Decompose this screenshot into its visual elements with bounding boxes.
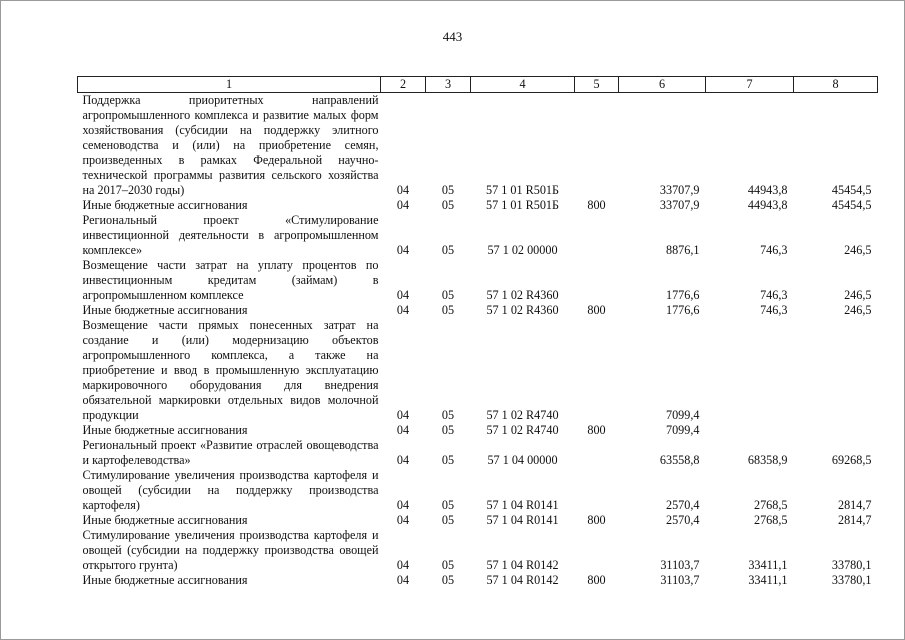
page-number: 443: [442, 29, 463, 44]
row-amount-year2: 44943,8: [747, 198, 788, 212]
row-amount-year1: 2570,4: [665, 498, 700, 512]
col-header: 1: [78, 77, 381, 93]
row-amount-year2: 33411,1: [748, 573, 788, 587]
table-row: [78, 423, 878, 438]
row-amount-year2: 746,3: [760, 303, 788, 317]
row-subsection: 05: [441, 183, 455, 197]
row-amount-year3: 246,5: [844, 288, 872, 302]
table-row: [78, 198, 878, 213]
row-expense-type: [575, 213, 619, 258]
col-header: 2: [381, 77, 426, 93]
row-name: Иные бюджетные ассигнования: [82, 573, 248, 587]
row-amount-year1: 31103,7: [660, 558, 700, 572]
row-amount-year1: 7099,4: [665, 423, 700, 437]
row-amount-year2: 2768,5: [753, 513, 788, 527]
row-amount-year2: 746,3: [760, 288, 788, 302]
row-name: Стимулирование увеличения производства картофеля и овощей (субсидии на поддержку производства овощей открытого грунта): [82, 528, 379, 572]
row-expense-type: 800: [587, 198, 606, 212]
row-subsection: 05: [441, 198, 455, 212]
table-row: [78, 573, 878, 588]
col-header: 5: [575, 77, 619, 93]
row-section: 04: [396, 303, 410, 317]
row-amount-year1: 33707,9: [659, 183, 700, 197]
row-section: 04: [396, 423, 410, 437]
row-section: 04: [396, 573, 410, 587]
row-target-code: 57 1 04 R0141: [486, 498, 559, 512]
row-section: 04: [396, 513, 410, 527]
table-row: [78, 528, 878, 573]
row-amount-year2: 2768,5: [753, 498, 788, 512]
table-row: [78, 213, 878, 258]
row-subsection: 05: [441, 513, 455, 527]
row-section: 04: [396, 288, 410, 302]
row-target-code: 57 1 04 R0141: [486, 513, 559, 527]
row-amount-year2: 746,3: [760, 243, 788, 257]
budget-table: [77, 76, 878, 588]
row-subsection: 05: [441, 303, 455, 317]
table-row: [78, 258, 878, 303]
row-name: Иные бюджетные ассигнования: [82, 513, 248, 527]
row-name: Иные бюджетные ассигнования: [82, 423, 248, 437]
row-expense-type: 800: [587, 423, 606, 437]
row-amount-year1: 31103,7: [660, 573, 700, 587]
row-name: Поддержка приоритетных направлений агропромышленного комплекса и развитие малых форм хозяйствования (субсидии на поддержку элитного семеноводства и (или) на приобретение семян, произведенных в рамках Федеральной научно-технической программы развития сельского хозяйства на 2017–2030 годы): [82, 93, 379, 197]
row-amount-year1: 8876,1: [665, 243, 700, 257]
row-target-code: 57 1 01 R501Б: [485, 198, 560, 212]
row-amount-year2: 68358,9: [747, 453, 788, 467]
row-amount-year1: 1776,6: [665, 303, 700, 317]
row-expense-type: 800: [587, 573, 606, 587]
row-name: Региональный проект «Развитие отраслей овощеводства и картофелеводства»: [82, 438, 379, 467]
row-subsection: 05: [441, 573, 455, 587]
row-target-code: 57 1 01 R501Б: [485, 183, 560, 197]
row-amount-year1: 63558,8: [659, 453, 700, 467]
row-target-code: 57 1 04 R0142: [486, 558, 559, 572]
row-amount-year3: [794, 423, 878, 438]
row-name: Региональный проект «Стимулирование инвестиционной деятельности в агропромышленном комплексе»: [82, 213, 379, 257]
row-expense-type: [575, 438, 619, 468]
row-section: 04: [396, 243, 410, 257]
col-header: 6: [619, 77, 706, 93]
row-target-code: 57 1 02 00000: [487, 243, 558, 257]
row-amount-year3: 45454,5: [831, 183, 872, 197]
row-expense-type: [575, 93, 619, 199]
row-target-code: 57 1 02 R4740: [486, 408, 559, 422]
row-name: Возмещение части затрат на уплату процентов по инвестиционным кредитам (займам) в агропромышленном комплексе: [82, 258, 379, 302]
row-subsection: 05: [441, 558, 455, 572]
row-target-code: 57 1 02 R4360: [486, 303, 559, 317]
row-amount-year3: [794, 318, 878, 423]
col-header: 3: [426, 77, 471, 93]
header-row: [78, 77, 878, 93]
row-amount-year1: 2570,4: [665, 513, 700, 527]
row-subsection: 05: [441, 408, 455, 422]
row-subsection: 05: [441, 423, 455, 437]
row-amount-year1: 1776,6: [665, 288, 700, 302]
row-subsection: 05: [441, 453, 455, 467]
row-section: 04: [396, 498, 410, 512]
row-amount-year2: [706, 318, 794, 423]
row-amount-year3: 246,5: [844, 243, 872, 257]
row-expense-type: [575, 468, 619, 513]
row-expense-type: [575, 318, 619, 423]
row-amount-year3: 45454,5: [831, 198, 872, 212]
row-target-code: 57 1 02 R4360: [486, 288, 559, 302]
row-section: 04: [396, 453, 410, 467]
row-target-code: 57 1 04 R0142: [486, 573, 559, 587]
row-amount-year2: 44943,8: [747, 183, 788, 197]
row-expense-type: 800: [587, 513, 606, 527]
row-amount-year1: 33707,9: [659, 198, 700, 212]
row-section: 04: [396, 558, 410, 572]
row-target-code: 57 1 02 R4740: [486, 423, 559, 437]
table-row: [78, 318, 878, 423]
row-subsection: 05: [441, 243, 455, 257]
row-amount-year3: 2814,7: [837, 498, 872, 512]
col-header: 4: [471, 77, 575, 93]
row-expense-type: [575, 258, 619, 303]
table-row: [78, 93, 878, 199]
row-section: 04: [396, 408, 410, 422]
table-row: [78, 468, 878, 513]
row-name: Стимулирование увеличения производства картофеля и овощей (субсидии на поддержку производства картофеля): [82, 468, 379, 512]
row-amount-year1: 7099,4: [665, 408, 700, 422]
row-amount-year3: 246,5: [844, 303, 872, 317]
row-amount-year2: 33411,1: [748, 558, 788, 572]
row-subsection: 05: [441, 498, 455, 512]
row-target-code: 57 1 04 00000: [487, 453, 558, 467]
row-amount-year3: 33780,1: [831, 573, 872, 587]
row-section: 04: [396, 183, 410, 197]
row-subsection: 05: [441, 288, 455, 302]
row-expense-type: 800: [587, 303, 606, 317]
row-name: Иные бюджетные ассигнования: [82, 198, 248, 212]
col-header: 8: [794, 77, 878, 93]
table-row: [78, 438, 878, 468]
table-row: [78, 303, 878, 318]
row-name: Возмещение части прямых понесенных затрат на создание и (или) модернизацию объектов агропромышленного комплекса, а также на приобретение и ввод в промышленную эксплуатацию маркировочного оборудования для внедрения обязательной маркировки отдельных видов молочной продукции: [82, 318, 379, 422]
row-expense-type: [575, 528, 619, 573]
row-amount-year3: 69268,5: [831, 453, 872, 467]
col-header: 7: [706, 77, 794, 93]
row-section: 04: [396, 198, 410, 212]
row-amount-year3: 2814,7: [837, 513, 872, 527]
row-amount-year2: [706, 423, 794, 438]
table-row: [78, 513, 878, 528]
row-amount-year3: 33780,1: [831, 558, 872, 572]
row-name: Иные бюджетные ассигнования: [82, 303, 248, 317]
